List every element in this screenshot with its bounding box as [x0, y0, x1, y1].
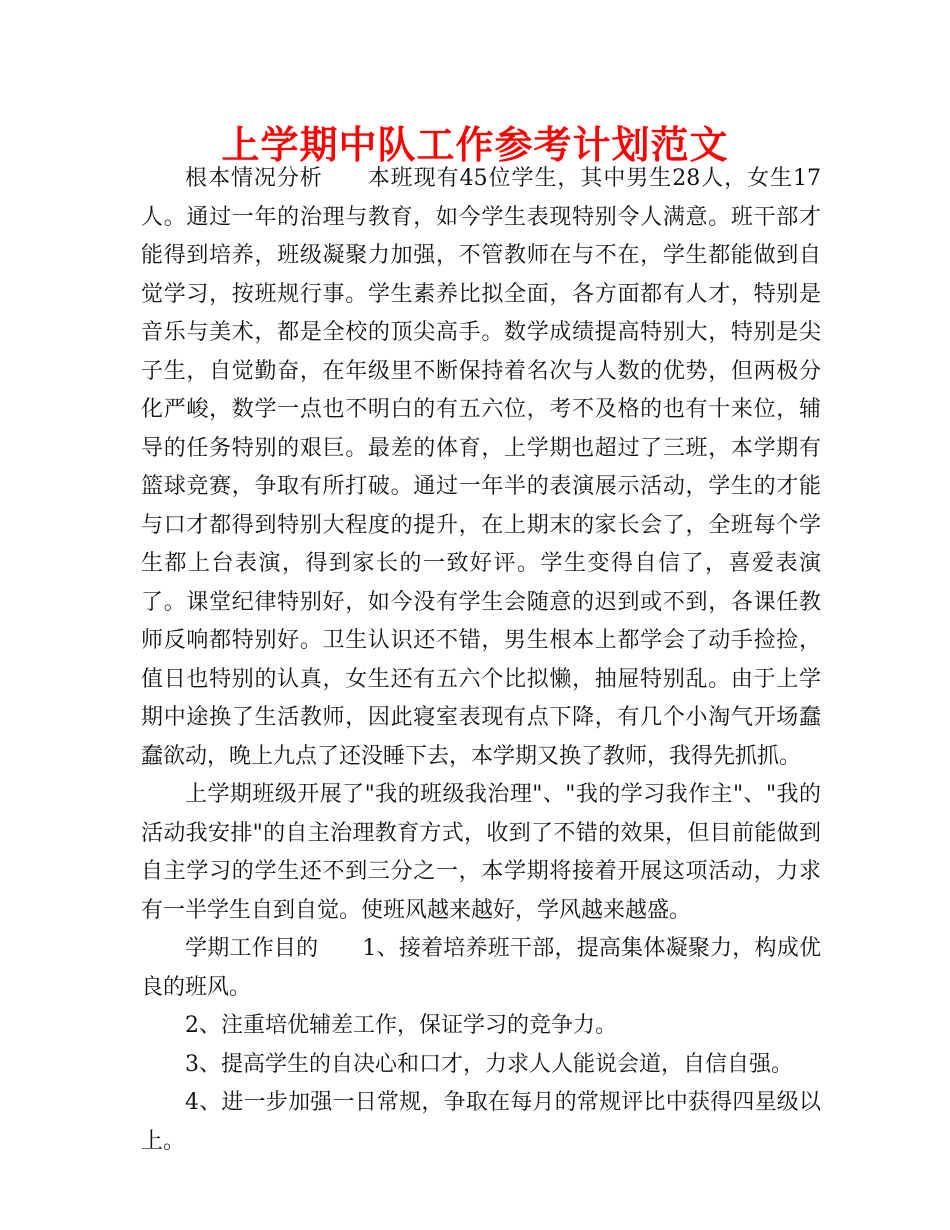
paragraph-text: 上学期班级开展了"我的班级我治理"、"我的学习我作主"、"我的活动我安排"的自主治理教育方式，收到了不错的效果，但目前能做到自主学习的学生还不到三分之一，本学期将接着开展这项活动，力求有一半学生自到自觉。使班风越来越好，学风越来越盛。 — [141, 782, 821, 923]
paragraph-text: 本班现有45位学生，其中男生28人，女生17人。通过一年的治理与教育，如今学生表现特别令人满意。班干部才能得到培养，班级凝聚力加强，不管教师在与不在，学生都能做到自觉学习，按班规行事。学生素养比拟全面，各方面都有人才，特别是音乐与美术，都是全校的顶尖高手。数学成绩提高特别大，特别是尖子生，自觉勤奋，在年级里不断保持着名次与人数的优势，但两极分化严峻，数学一点也不明白的有五六位，考不及格的也有十来位，辅导的任务特别的艰巨。最差的体育，上学期也超过了三班，本学期有篮球竞赛，争取有所打破。通过一年半的表演展示活动，学生的才能与口才都得到特别大程度的提升，在上期末的家长会了，全班每个学生都上台表演，得到家长的一致好评。学生变得自信了，喜爱表演了。课堂纪律特别好，如今没有学生会随意的迟到或不到，各课任教师反响都特别好。卫生认识还不错，男生根本上都学会了动手捡捡，值日也特别的认真，女生还有五六个比拟懒，抽屉特别乱。由于上学期中途换了生活教师，因此寝室表现有点下降，有几个小淘气开场蠢蠢欲动，晚上九点了还没睡下去，本学期又换了教师，我得先抓抓。 — [141, 166, 821, 769]
document-title: 上学期中队工作参考计划范文 — [221, 122, 729, 167]
paragraph-self-management — [141, 776, 821, 930]
paragraph-goal-2 — [141, 1007, 821, 1046]
paragraph-text: 2、注重培优辅差工作，保证学习的竞争力。 — [185, 1013, 617, 1038]
paragraph-goal-3 — [141, 1046, 821, 1085]
paragraph-goal-4 — [141, 1084, 821, 1161]
paragraph-text: 3、提高学生的自决心和口才，力求人人能说会道，自信自强。 — [185, 1051, 793, 1077]
document-body — [141, 160, 821, 1161]
paragraph-heading: 根本情况分析 — [185, 166, 323, 191]
paragraph-text: 4、进一步加强一日常规，争取在每月的常规评比中获得四星级以上。 — [141, 1090, 821, 1154]
paragraph-heading: 学期工作目的 — [185, 936, 319, 961]
paragraph-situation-analysis — [141, 160, 821, 776]
paragraph-text: 1、接着培养班干部，提高集体凝聚力，构成优良的班风。 — [141, 936, 821, 1000]
paragraph-goal-1 — [141, 930, 821, 1007]
